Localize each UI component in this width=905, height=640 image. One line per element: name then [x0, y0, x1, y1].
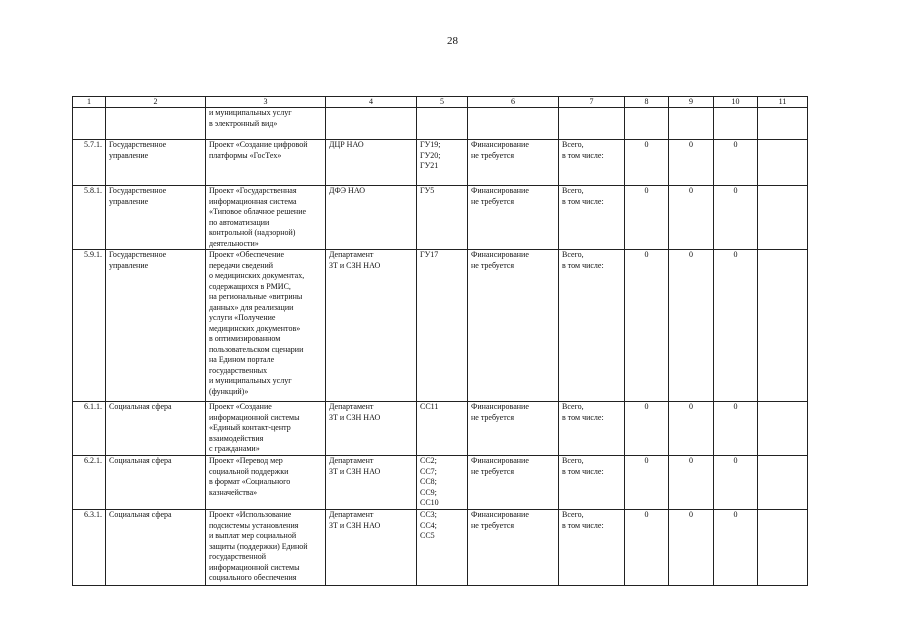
- responsible-line: ЗТ и СЗН НАО: [329, 520, 381, 530]
- cell-sphere: [106, 250, 206, 402]
- project-line: деятельности»: [209, 238, 259, 248]
- cell-total: [559, 250, 625, 402]
- cell-project: [206, 108, 326, 140]
- project-line: (функций)»: [209, 386, 249, 396]
- cell-value: [758, 140, 808, 186]
- project-line: Проект «Создание цифровой: [209, 140, 308, 149]
- cell-codes: [417, 250, 468, 402]
- responsible-line: ДФЭ НАО: [329, 186, 365, 195]
- sphere-line: управление: [109, 260, 149, 270]
- responsible-line: ЗТ и СЗН НАО: [329, 260, 381, 270]
- code-line: ГУ17: [420, 250, 439, 259]
- table-row: [73, 510, 808, 586]
- cell-financing: [468, 108, 559, 140]
- total-line: Всего,: [562, 186, 584, 195]
- project-line: содержащихся в РМИС,: [209, 281, 291, 291]
- cell-value: [758, 402, 808, 456]
- cell-financing: [468, 456, 559, 510]
- project-line: с гражданами»: [209, 444, 260, 453]
- financing-line: не требуется: [471, 196, 515, 206]
- project-line: взаимодействия: [209, 433, 264, 443]
- cell-codes: [417, 456, 468, 510]
- project-line: контрольной (надзорной): [209, 228, 296, 237]
- sphere-line: Социальная сфера: [109, 456, 172, 465]
- cell-sphere: [106, 402, 206, 456]
- project-line: информационная система: [209, 196, 297, 206]
- project-line: Проект «Использование: [209, 510, 292, 519]
- cell-value: 0: [669, 140, 714, 186]
- column-header: 8: [625, 97, 669, 108]
- cell-total: [559, 186, 625, 250]
- total-line: в том числе:: [562, 260, 604, 270]
- cell-value: [758, 456, 808, 510]
- cell-total: [559, 402, 625, 456]
- code-line: ГУ19;: [420, 140, 441, 149]
- cell-codes: [417, 510, 468, 586]
- total-line: Всего,: [562, 456, 584, 465]
- cell-responsible: [326, 510, 417, 586]
- cell-number: 5.7.1.: [73, 140, 106, 186]
- cell-value: 0: [625, 402, 669, 456]
- cell-project: [206, 186, 326, 250]
- cell-value: 0: [625, 140, 669, 186]
- plan-table: [72, 96, 808, 586]
- project-line: передачи сведений: [209, 260, 274, 270]
- column-number-row: [73, 97, 808, 108]
- code-line: СС9;: [420, 487, 437, 497]
- column-header: 1: [73, 97, 106, 108]
- total-line: в том числе:: [562, 196, 604, 206]
- responsible-line: ДЦР НАО: [329, 140, 364, 149]
- cell-value: 0: [625, 186, 669, 250]
- column-header: 4: [326, 97, 417, 108]
- cell-total: [559, 108, 625, 140]
- cell-value: [714, 108, 758, 140]
- code-line: ГУ21: [420, 161, 439, 170]
- responsible-line: Департамент: [329, 510, 374, 519]
- project-line: информационной системы: [209, 412, 300, 422]
- column-header: 9: [669, 97, 714, 108]
- financing-line: не требуется: [471, 520, 515, 530]
- project-line: «Единый контакт-центр: [209, 423, 291, 432]
- cell-project: [206, 510, 326, 586]
- cell-financing: [468, 140, 559, 186]
- financing-line: Финансирование: [471, 510, 529, 519]
- cell-financing: [468, 510, 559, 586]
- cell-total: [559, 510, 625, 586]
- cell-number: 6.1.1.: [73, 402, 106, 456]
- sphere-line: Социальная сфера: [109, 402, 172, 411]
- cell-number: 6.2.1.: [73, 456, 106, 510]
- project-line: платформы «ГосТех»: [209, 150, 282, 160]
- column-header: 3: [206, 97, 326, 108]
- code-line: СС2;: [420, 456, 437, 465]
- cell-sphere: [106, 186, 206, 250]
- table-row: [73, 186, 808, 250]
- column-header: 10: [714, 97, 758, 108]
- cell-codes: [417, 186, 468, 250]
- project-line: информационной системы: [209, 562, 300, 572]
- cell-number: [73, 108, 106, 140]
- cell-value: [758, 250, 808, 402]
- project-line: социальной поддержки: [209, 466, 289, 476]
- responsible-line: Департамент: [329, 456, 374, 465]
- sphere-line: Государственное: [109, 186, 167, 195]
- responsible-line: ЗТ и СЗН НАО: [329, 466, 381, 476]
- cell-sphere: [106, 108, 206, 140]
- total-line: Всего,: [562, 140, 584, 149]
- code-line: СС8;: [420, 477, 437, 486]
- cell-number: 5.9.1.: [73, 250, 106, 402]
- project-line: и муниципальных услуг: [209, 108, 292, 117]
- table-row: [73, 250, 808, 402]
- project-line: о медицинских документах,: [209, 271, 305, 280]
- cell-responsible: [326, 456, 417, 510]
- code-line: ГУ5: [420, 186, 435, 195]
- cell-value: 0: [714, 140, 758, 186]
- financing-line: не требуется: [471, 260, 515, 270]
- cell-value: 0: [669, 402, 714, 456]
- cell-project: [206, 456, 326, 510]
- project-line: услуги «Получение: [209, 313, 276, 322]
- code-line: СС11: [420, 402, 439, 411]
- project-line: и выплат мер социальной: [209, 531, 297, 540]
- column-header: 5: [417, 97, 468, 108]
- column-header: 2: [106, 97, 206, 108]
- cell-value: 0: [625, 456, 669, 510]
- cell-responsible: [326, 186, 417, 250]
- cell-financing: [468, 186, 559, 250]
- cell-sphere: [106, 456, 206, 510]
- cell-value: [625, 108, 669, 140]
- cell-value: 0: [669, 456, 714, 510]
- sphere-line: управление: [109, 196, 149, 206]
- code-line: СС10: [420, 498, 439, 507]
- cell-value: 0: [625, 510, 669, 586]
- table-row: [73, 456, 808, 510]
- cell-responsible: [326, 250, 417, 402]
- cell-value: [758, 108, 808, 140]
- financing-line: Финансирование: [471, 140, 529, 149]
- project-line: Проект «Государственная: [209, 186, 297, 195]
- table-row: [73, 140, 808, 186]
- project-line: в электронный вид»: [209, 118, 278, 128]
- cell-value: 0: [714, 250, 758, 402]
- total-line: Всего,: [562, 250, 584, 259]
- cell-value: 0: [714, 456, 758, 510]
- financing-line: не требуется: [471, 150, 515, 160]
- cell-financing: [468, 250, 559, 402]
- cell-value: 0: [669, 186, 714, 250]
- cell-value: [758, 510, 808, 586]
- sphere-line: Государственное: [109, 140, 167, 149]
- column-header: 7: [559, 97, 625, 108]
- project-line: защиты (поддержки) Единой: [209, 541, 308, 551]
- project-line: пользовательском сценарии: [209, 344, 304, 354]
- cell-total: [559, 456, 625, 510]
- code-line: СС5: [420, 531, 435, 540]
- cell-financing: [468, 402, 559, 456]
- sphere-line: Государственное: [109, 250, 167, 259]
- cell-value: 0: [714, 186, 758, 250]
- financing-line: Финансирование: [471, 402, 529, 411]
- financing-line: Финансирование: [471, 186, 529, 195]
- total-line: в том числе:: [562, 150, 604, 160]
- project-line: Проект «Перевод мер: [209, 456, 283, 465]
- code-line: СС3;: [420, 510, 437, 519]
- column-header: 6: [468, 97, 559, 108]
- column-header: 11: [758, 97, 808, 108]
- cell-responsible: [326, 108, 417, 140]
- project-line: данных» для реализации: [209, 302, 294, 312]
- code-line: ГУ20;: [420, 150, 441, 160]
- cell-codes: [417, 402, 468, 456]
- responsible-line: ЗТ и СЗН НАО: [329, 412, 381, 422]
- project-line: подсистемы установления: [209, 520, 299, 530]
- cell-value: 0: [669, 250, 714, 402]
- cell-codes: [417, 108, 468, 140]
- project-line: Проект «Обеспечение: [209, 250, 285, 259]
- cell-value: [758, 186, 808, 250]
- cell-sphere: [106, 140, 206, 186]
- financing-line: Финансирование: [471, 456, 529, 465]
- project-line: по автоматизации: [209, 217, 270, 227]
- continuation-row: [73, 108, 808, 140]
- sphere-line: Социальная сфера: [109, 510, 172, 519]
- cell-project: [206, 250, 326, 402]
- project-line: в оптимизированном: [209, 334, 281, 343]
- code-line: СС7;: [420, 466, 437, 476]
- cell-value: 0: [669, 510, 714, 586]
- project-line: на Едином портале: [209, 355, 275, 364]
- project-line: «Типовое облачное решение: [209, 207, 307, 216]
- project-line: Проект «Создание: [209, 402, 272, 411]
- cell-responsible: [326, 140, 417, 186]
- project-line: государственной: [209, 552, 267, 561]
- financing-line: не требуется: [471, 466, 515, 476]
- project-line: на региональные «витрины: [209, 292, 303, 301]
- code-line: СС4;: [420, 520, 437, 530]
- total-line: в том числе:: [562, 466, 604, 476]
- project-line: государственных: [209, 365, 268, 375]
- financing-line: не требуется: [471, 412, 515, 422]
- sphere-line: управление: [109, 150, 149, 160]
- responsible-line: Департамент: [329, 402, 374, 411]
- cell-value: 0: [714, 510, 758, 586]
- cell-project: [206, 140, 326, 186]
- total-line: в том числе:: [562, 520, 604, 530]
- cell-number: 6.3.1.: [73, 510, 106, 586]
- total-line: Всего,: [562, 402, 584, 411]
- total-line: в том числе:: [562, 412, 604, 422]
- cell-number: 5.8.1.: [73, 186, 106, 250]
- cell-responsible: [326, 402, 417, 456]
- project-line: и муниципальных услуг: [209, 376, 292, 385]
- cell-sphere: [106, 510, 206, 586]
- project-line: медицинских документов»: [209, 323, 301, 333]
- page-number: 28: [447, 35, 458, 47]
- responsible-line: Департамент: [329, 250, 374, 259]
- cell-total: [559, 140, 625, 186]
- cell-project: [206, 402, 326, 456]
- cell-codes: [417, 140, 468, 186]
- cell-value: [669, 108, 714, 140]
- cell-value: 0: [625, 250, 669, 402]
- table-row: [73, 402, 808, 456]
- project-line: в формат «Социального: [209, 477, 291, 486]
- project-line: казначейства»: [209, 487, 258, 497]
- total-line: Всего,: [562, 510, 584, 519]
- cell-value: 0: [714, 402, 758, 456]
- financing-line: Финансирование: [471, 250, 529, 259]
- project-line: социального обеспечения: [209, 573, 297, 582]
